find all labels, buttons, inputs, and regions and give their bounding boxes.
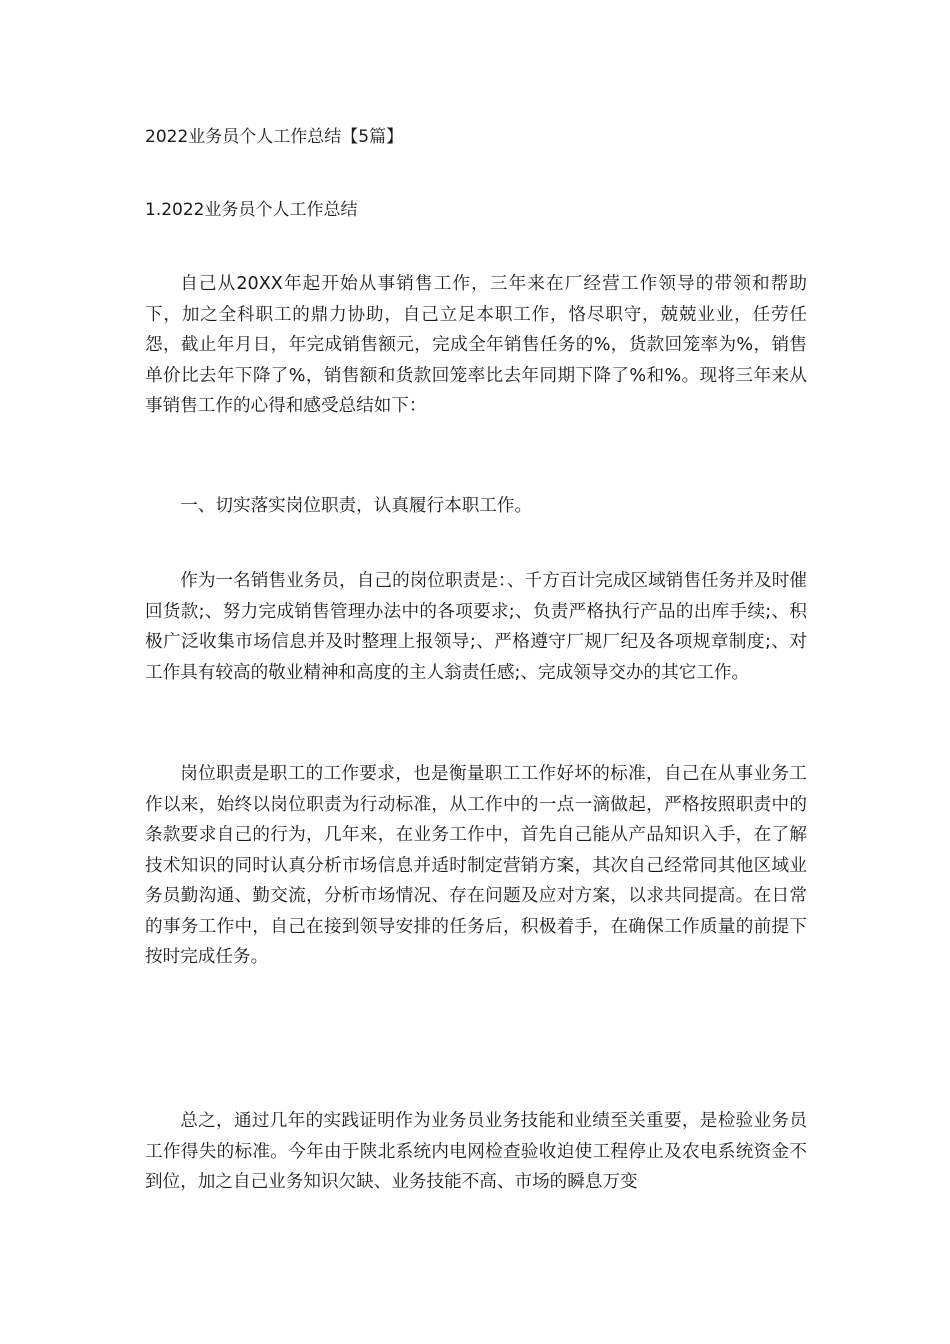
section-heading: 1.2022业务员个人工作总结: [145, 200, 358, 220]
paragraph-subheading-duties: 一、切实落实岗位职责，认真履行本职工作。: [180, 496, 533, 516]
paragraph-duties-practice: 岗位职责是职工的工作要求，也是衡量职工工作好坏的标准，自己在从事业务工作以来，始终以岗位职责为行动标准，从工作中的一点一滴做起，严格按照职责中的条款要求自己的行为，几年来，在业务工作中，首先自己能从产品知识入手，在了解技术知识的同时认真分析市场信息并适时制定营销方案，其次自己经常同其他区域业务员勤沟通、勤交流，分析市场情况、存在问题及应对方案，以求共同提高。在日常的事务工作中，自己在接到领导安排的任务后，积极着手，在确保工作质量的前提下按时完成任务。: [145, 764, 807, 967]
paragraph-summary: 总之，通过几年的实践证明作为业务员业务技能和业绩至关重要，是检验业务员工作得失的标准。今年由于陕北系统内电网检查验收迫使工程停止及农电系统资金不到位，加之自己业务知识欠缺、业务技能不高、市场的瞬息万变: [145, 1111, 807, 1192]
document-title: 2022业务员个人工作总结【5篇】: [145, 127, 404, 147]
paragraph-intro: 自己从20XX年起开始从事销售工作，三年来在厂经营工作领导的带领和帮助下，加之全科职工的鼎力协助，自己立足本职工作，恪尽职守，兢兢业业，任劳任怨，截止年月日，年完成销售额元，完成全年销售任务的%，货款回笼率为%，销售单价比去年下降了%，销售额和货款回笼率比去年同期下降了%和%。现将三年来从事销售工作的心得和感受总结如下：: [145, 274, 807, 416]
paragraph-duties-list: 作为一名销售业务员，自己的岗位职责是：、千方百计完成区域销售任务并及时催回货款;、努力完成销售管理办法中的各项要求;、负责严格执行产品的出库手续;、积极广泛收集市场信息并及时整理上报领导;、严格遵守厂规厂纪及各项规章制度;、对工作具有较高的敬业精神和高度的主人翁责任感;、完成领导交办的其它工作。: [145, 571, 807, 683]
